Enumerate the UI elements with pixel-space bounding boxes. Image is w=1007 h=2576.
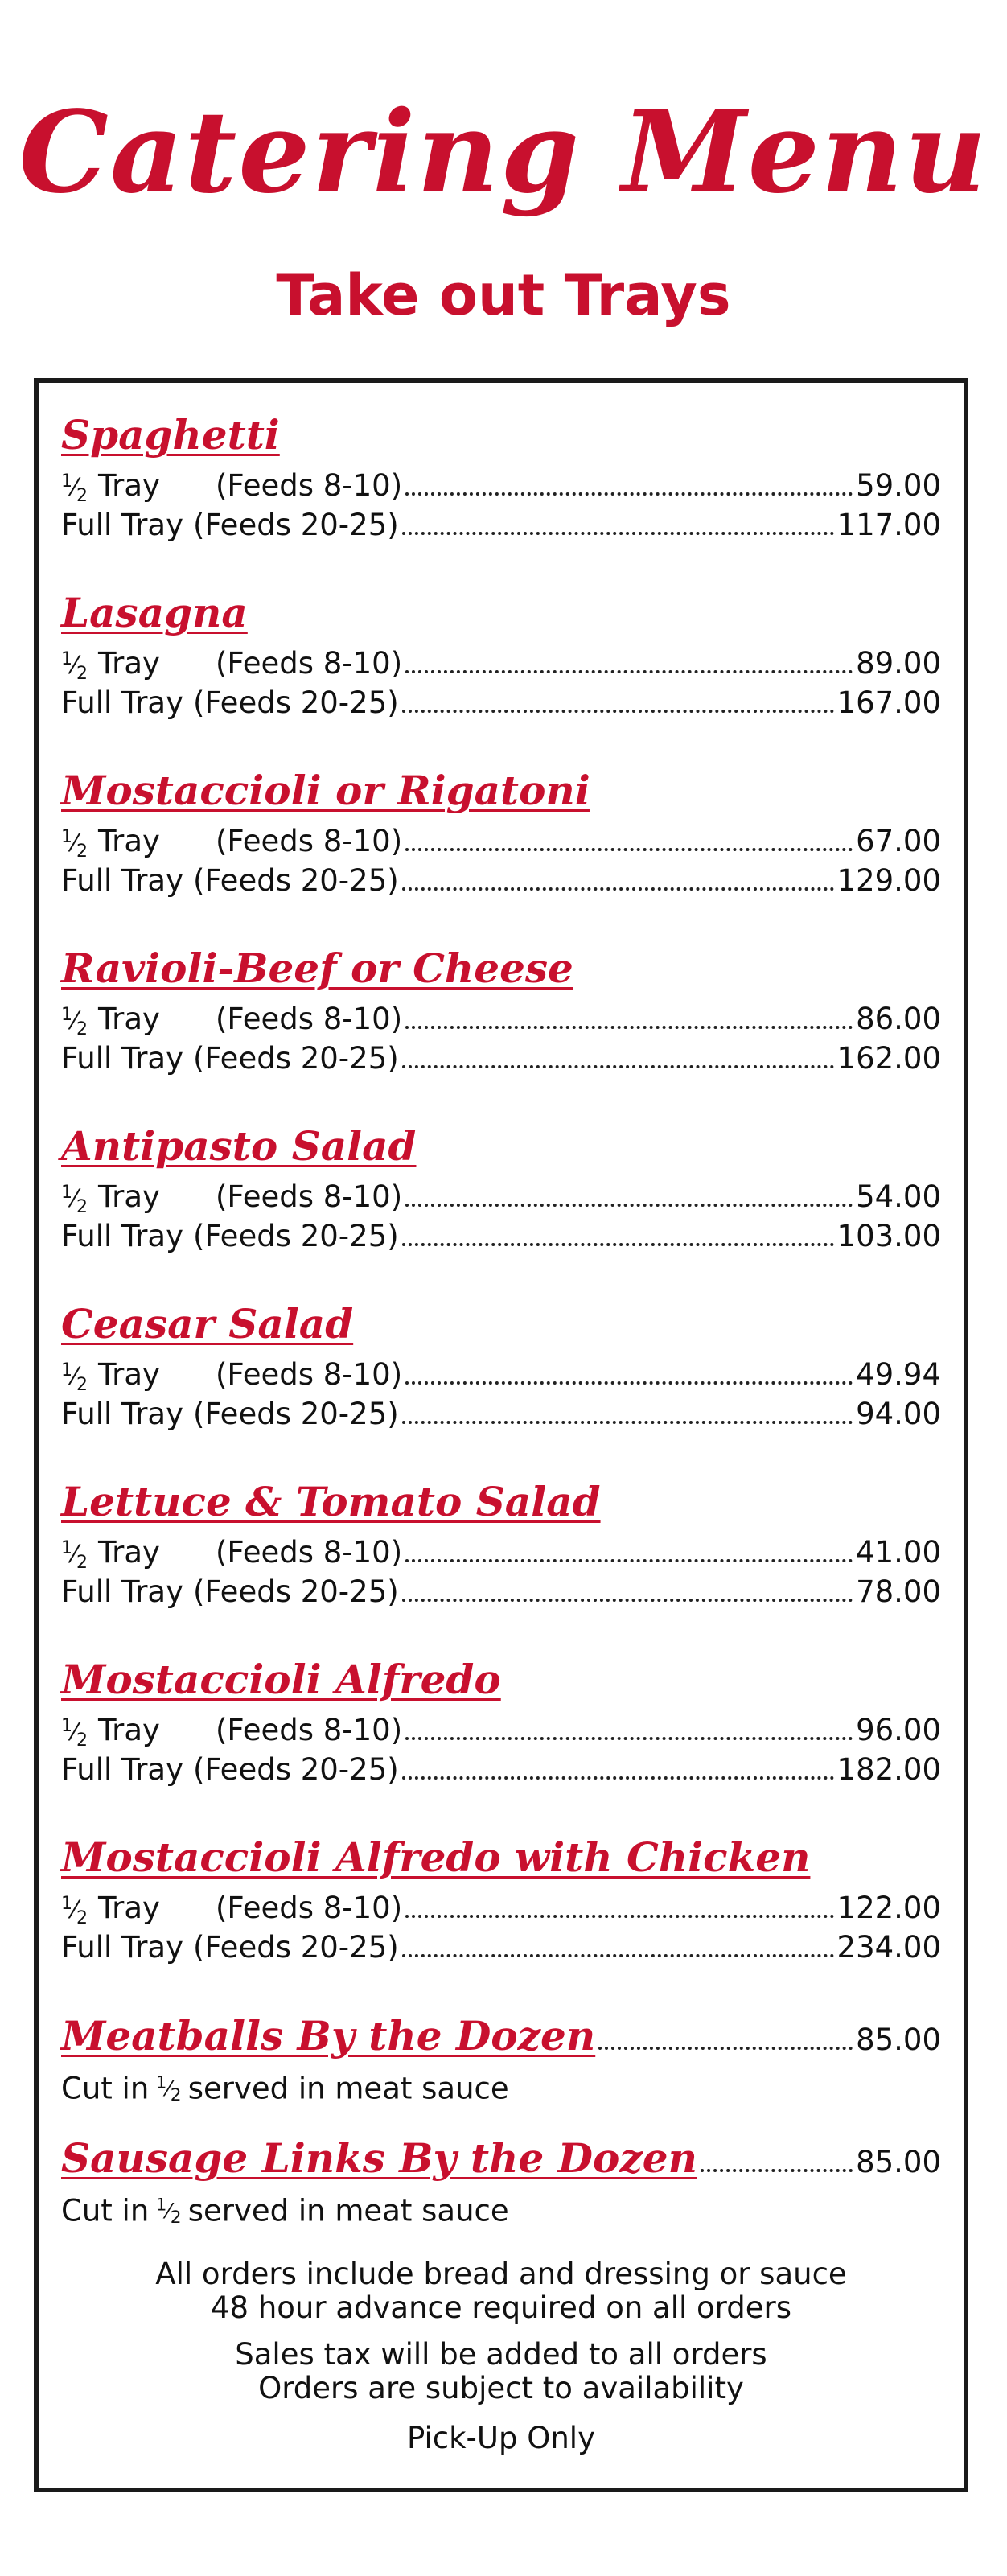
full-tray-feeds: (Feeds 20-25) (192, 1041, 399, 1076)
item-title: Lettuce & Tomato Salad (61, 1478, 601, 1525)
item-title: Mostaccioli Alfredo with Chicken (61, 1833, 811, 1881)
dot-leader (405, 1026, 853, 1029)
full-tray-label: Full Tray (61, 508, 183, 542)
half-tray-feeds: (Feeds 8-10) (216, 1713, 403, 1747)
serving-note (61, 2061, 941, 2105)
full-tray-label: Full Tray (61, 863, 183, 898)
full-tray-row (61, 681, 941, 725)
footer-availability: Orders are subject to availability (258, 2371, 744, 2405)
menu-title: Catering Menu (18, 87, 989, 219)
dot-leader (701, 2169, 853, 2172)
served-in-label: served in meat sauce (187, 2071, 509, 2106)
half-fraction: $^1⁄_2$ (155, 2072, 182, 2105)
dot-leader (402, 532, 834, 535)
half-fraction: $^1⁄_2$ (61, 1183, 88, 1217)
half-tray-price: 122.00 (836, 1891, 941, 1925)
half-tray-feeds: (Feeds 8-10) (216, 1891, 403, 1925)
full-tray-row (61, 1926, 941, 1969)
half-tray-feeds: (Feeds 8-10) (216, 824, 403, 858)
dot-leader (402, 1065, 834, 1068)
item-title: Mostaccioli Alfredo (61, 1656, 501, 1703)
half-tray-price: 41.00 (856, 1535, 941, 1570)
half-fraction: $^1⁄_2$ (61, 1360, 88, 1395)
dozen-price: 85.00 (856, 2023, 941, 2057)
full-tray-price: 162.00 (836, 1041, 941, 1076)
full-tray-label: Full Tray (61, 1041, 183, 1076)
half-tray-price: 54.00 (856, 1179, 941, 1214)
dot-leader (405, 670, 853, 673)
full-tray-row (61, 1037, 941, 1080)
dot-leader (402, 887, 834, 891)
half-tray-price: 96.00 (856, 1713, 941, 1747)
half-tray-row (61, 1349, 941, 1393)
full-tray-feeds: (Feeds 20-25) (192, 685, 399, 720)
half-fraction: $^1⁄_2$ (61, 471, 88, 506)
full-tray-row (61, 1393, 941, 1436)
half-tray-feeds: (Feeds 8-10) (216, 1002, 403, 1036)
dot-leader (405, 492, 853, 496)
full-tray-price: 103.00 (836, 1219, 941, 1253)
full-tray-price: 182.00 (836, 1752, 941, 1787)
half-tray-feeds: (Feeds 8-10) (216, 1179, 403, 1214)
full-tray-label: Full Tray (61, 1930, 183, 1965)
full-tray-feeds: (Feeds 20-25) (192, 508, 399, 542)
half-fraction: $^1⁄_2$ (61, 1894, 88, 1928)
half-tray-label: Tray (98, 1535, 160, 1570)
menu-item-section (61, 1833, 941, 1969)
footer-tax: Sales tax will be added to all orders (235, 2337, 767, 2372)
dot-leader (598, 2047, 853, 2050)
dot-leader (405, 848, 853, 851)
full-tray-label: Full Tray (61, 1219, 183, 1253)
half-tray-label: Tray (98, 1891, 160, 1925)
full-tray-row (61, 504, 941, 547)
half-tray-feeds: (Feeds 8-10) (216, 468, 403, 503)
dozen-item-section (61, 2011, 941, 2105)
dot-leader (402, 1421, 853, 1424)
half-fraction: $^1⁄_2$ (61, 1005, 88, 1039)
half-tray-price: 67.00 (856, 824, 941, 858)
dot-leader (405, 1559, 853, 1562)
half-tray-feeds: (Feeds 8-10) (216, 1357, 403, 1392)
dot-leader (402, 710, 834, 713)
half-tray-feeds: (Feeds 8-10) (216, 646, 403, 681)
footer-pickup: Pick-Up Only (407, 2421, 595, 2455)
half-tray-feeds: (Feeds 8-10) (216, 1535, 403, 1570)
half-tray-price: 49.94 (856, 1357, 941, 1392)
half-tray-row (61, 1705, 941, 1751)
half-tray-row (61, 460, 941, 504)
half-tray-label: Tray (98, 824, 160, 858)
half-fraction: $^1⁄_2$ (155, 2195, 182, 2228)
dot-leader (402, 1243, 834, 1246)
dot-leader (405, 1204, 853, 1207)
full-tray-label: Full Tray (61, 1397, 183, 1431)
footer-includes: All orders include bread and dressing or sauce (155, 2257, 847, 2291)
item-title: Mostaccioli or Rigatoni (61, 767, 590, 814)
half-tray-row (61, 994, 941, 1037)
menu-item-section (61, 1477, 941, 1614)
full-tray-price: 167.00 (836, 685, 941, 720)
full-tray-row (61, 859, 941, 903)
full-tray-feeds: (Feeds 20-25) (192, 863, 399, 898)
half-fraction: $^1⁄_2$ (61, 649, 88, 684)
full-tray-feeds: (Feeds 20-25) (192, 1574, 399, 1609)
dozen-title-row (61, 2134, 941, 2183)
item-title: Ceasar Salad (61, 1300, 354, 1348)
dot-leader (402, 1954, 834, 1957)
half-tray-label: Tray (98, 1357, 160, 1392)
full-tray-row (61, 1215, 941, 1258)
serving-note (61, 2183, 941, 2227)
cut-in-label: Cut in (61, 2071, 150, 2106)
half-fraction: $^1⁄_2$ (61, 1538, 88, 1573)
full-tray-feeds: (Feeds 20-25) (192, 1752, 399, 1787)
cut-in-label: Cut in (61, 2193, 150, 2228)
half-tray-label: Tray (98, 646, 160, 681)
item-title: Spaghetti (61, 411, 280, 459)
menu-item-section (61, 1299, 941, 1436)
half-fraction: $^1⁄_2$ (61, 827, 88, 862)
item-title: Meatballs By the Dozen (61, 2012, 596, 2060)
menu-item-section (61, 588, 941, 725)
menu-item-section (61, 410, 941, 547)
half-tray-label: Tray (98, 468, 160, 503)
menu-subtitle: Take out Trays (276, 262, 731, 328)
full-tray-price: 78.00 (856, 1574, 941, 1609)
half-tray-label: Tray (98, 1002, 160, 1036)
full-tray-price: 117.00 (836, 508, 941, 542)
dot-leader (405, 1737, 853, 1740)
half-tray-label: Tray (98, 1179, 160, 1214)
full-tray-feeds: (Feeds 20-25) (192, 1397, 399, 1431)
menu-item-section (61, 766, 941, 903)
item-title: Antipasto Salad (61, 1122, 417, 1170)
dozen-price: 85.00 (856, 2145, 941, 2179)
dot-leader (405, 1381, 853, 1385)
half-fraction: $^1⁄_2$ (61, 1716, 88, 1751)
full-tray-row (61, 1748, 941, 1792)
half-tray-label: Tray (98, 1713, 160, 1747)
full-tray-row (61, 1570, 941, 1614)
full-tray-price: 234.00 (836, 1930, 941, 1965)
full-tray-price: 94.00 (856, 1397, 941, 1431)
half-tray-row (61, 1883, 941, 1926)
menu-item-section (61, 1121, 941, 1258)
half-tray-row (61, 1527, 941, 1573)
footer-advance: 48 hour advance required on all orders (211, 2290, 791, 2325)
dozen-title-row (61, 2011, 941, 2061)
half-tray-price: 86.00 (856, 1002, 941, 1036)
full-tray-feeds: (Feeds 20-25) (192, 1219, 399, 1253)
served-in-label: served in meat sauce (187, 2193, 509, 2228)
menu-item-section (61, 944, 941, 1080)
half-tray-price: 59.00 (856, 468, 941, 503)
half-tray-row (61, 816, 941, 862)
half-tray-row (61, 1171, 941, 1215)
item-title: Lasagna (61, 589, 248, 636)
half-tray-row (61, 638, 941, 684)
menu-item-section (61, 1655, 941, 1792)
full-tray-label: Full Tray (61, 1752, 183, 1787)
full-tray-label: Full Tray (61, 685, 183, 720)
full-tray-price: 129.00 (836, 863, 941, 898)
dot-leader (402, 1599, 853, 1602)
dozen-item-section (61, 2134, 941, 2227)
full-tray-feeds: (Feeds 20-25) (192, 1930, 399, 1965)
half-tray-price: 89.00 (856, 646, 941, 681)
full-tray-label: Full Tray (61, 1574, 183, 1609)
dot-leader (402, 1776, 834, 1780)
item-title: Sausage Links By the Dozen (61, 2134, 697, 2182)
item-title: Ravioli-Beef or Cheese (61, 944, 573, 992)
dot-leader (405, 1915, 833, 1918)
